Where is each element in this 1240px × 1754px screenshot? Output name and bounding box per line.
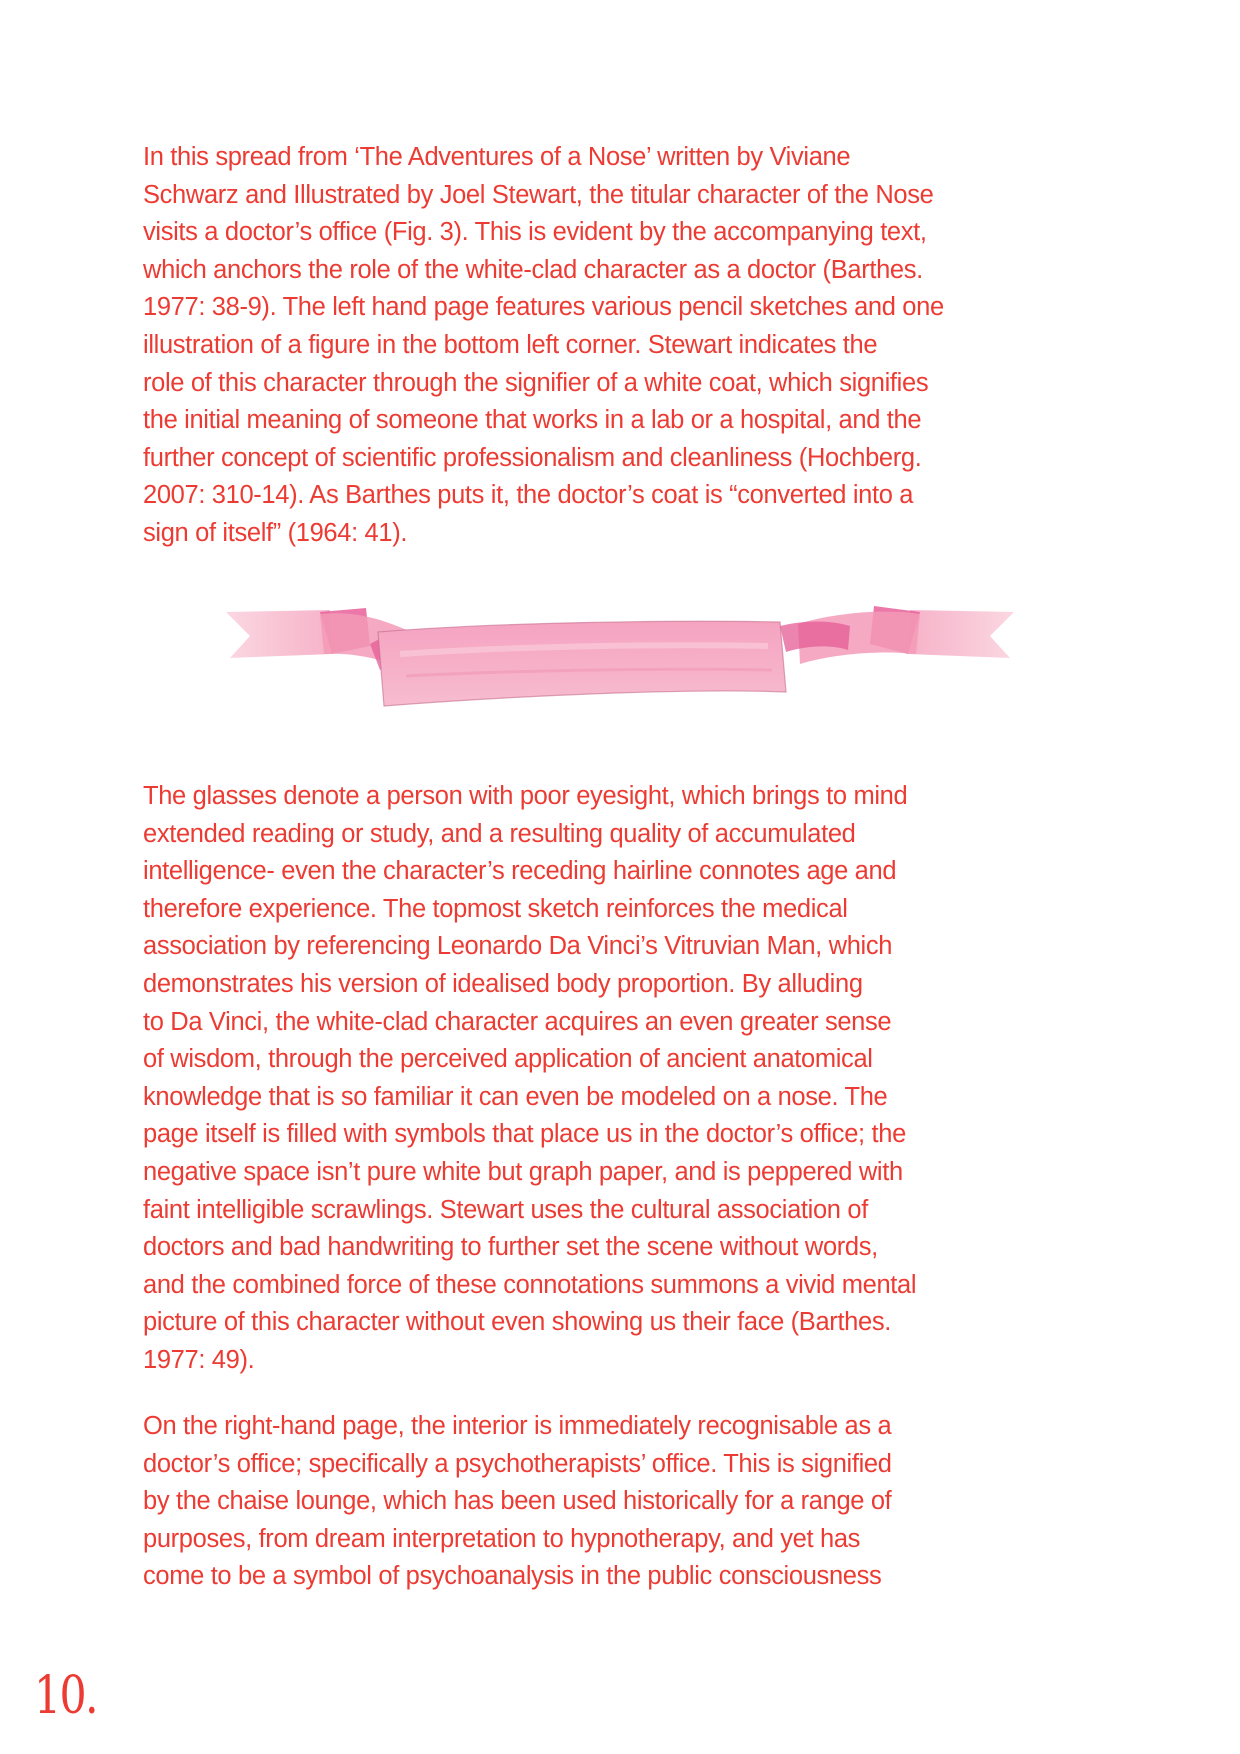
- text-line: The glasses denote a person with poor eyesight, which brings to mind: [143, 782, 908, 810]
- text-line: On the right-hand page, the interior is immediately recognisable as a: [143, 1412, 892, 1440]
- text-line: picture of this character without even showing us their face (Barthes.: [143, 1308, 891, 1337]
- text-line: therefore experience. The topmost sketch reinforces the medical: [143, 894, 848, 923]
- pink-ribbon-banner-icon: [220, 592, 1020, 732]
- text-line: role of this character through the signifier of a white coat, which signifies: [143, 368, 929, 397]
- page-number: 10.: [34, 1666, 97, 1726]
- paragraph-1: [143, 139, 1103, 553]
- text-line: Schwarz and Illustrated by Joel Stewart, the titular character of the Nose: [143, 180, 934, 209]
- text-line: demonstrates his version of idealised body proportion. By alluding: [143, 969, 863, 998]
- text-line: which anchors the role of the white-clad character as a doctor (Barthes.: [143, 255, 923, 284]
- text-line: come to be a symbol of psychoanalysis in the public consciousness: [143, 1562, 882, 1591]
- text-line: 1977: 38-9). The left hand page features various pencil sketches and one: [143, 293, 944, 322]
- text-line: intelligence- even the character’s receding hairline connotes age and: [143, 857, 897, 886]
- text-line: 2007: 310-14). As Barthes puts it, the doctor’s coat is “converted into a: [143, 481, 914, 510]
- text-line: by the chaise lounge, which has been used historically for a range of: [143, 1487, 892, 1516]
- text-line: negative space isn’t pure white but graph paper, and is peppered with: [143, 1157, 903, 1186]
- text-line: association by referencing Leonardo Da Vinci’s Vitruvian Man, which: [143, 932, 893, 961]
- text-line: to Da Vinci, the white-clad character acquires an even greater sense: [143, 1007, 892, 1036]
- text-line: sign of itself” (1964: 41).: [143, 518, 408, 547]
- text-line: visits a doctor’s office (Fig. 3). This is evident by the accompanying text,: [143, 218, 927, 247]
- text-line: page itself is filled with symbols that place us in the doctor’s office; the: [143, 1120, 906, 1149]
- paragraph-3: [143, 1408, 1103, 1596]
- paragraph-2: [143, 778, 1103, 1380]
- text-line: doctors and bad handwriting to further set the scene without words,: [143, 1233, 878, 1262]
- text-line: further concept of scientific professionalism and cleanliness (Hochberg.: [143, 443, 922, 472]
- text-line: 1977: 49).: [143, 1345, 255, 1374]
- text-line: extended reading or study, and a resulting quality of accumulated: [143, 819, 856, 848]
- text-line: illustration of a figure in the bottom left corner. Stewart indicates the: [143, 330, 878, 359]
- text-line: the initial meaning of someone that works in a lab or a hospital, and the: [143, 406, 922, 435]
- text-line: faint intelligible scrawlings. Stewart uses the cultural association of: [143, 1195, 868, 1224]
- text-line: of wisdom, through the perceived application of ancient anatomical: [143, 1045, 873, 1074]
- text-line: doctor’s office; specifically a psychotherapists’ office. This is signified: [143, 1449, 892, 1478]
- text-line: purposes, from dream interpretation to hypnotherapy, and yet has: [143, 1524, 861, 1553]
- text-line: knowledge that is so familiar it can even be modeled on a nose. The: [143, 1082, 888, 1111]
- text-line: In this spread from ‘The Adventures of a Nose’ written by Viviane: [143, 143, 851, 171]
- text-line: and the combined force of these connotations summons a vivid mental: [143, 1270, 917, 1299]
